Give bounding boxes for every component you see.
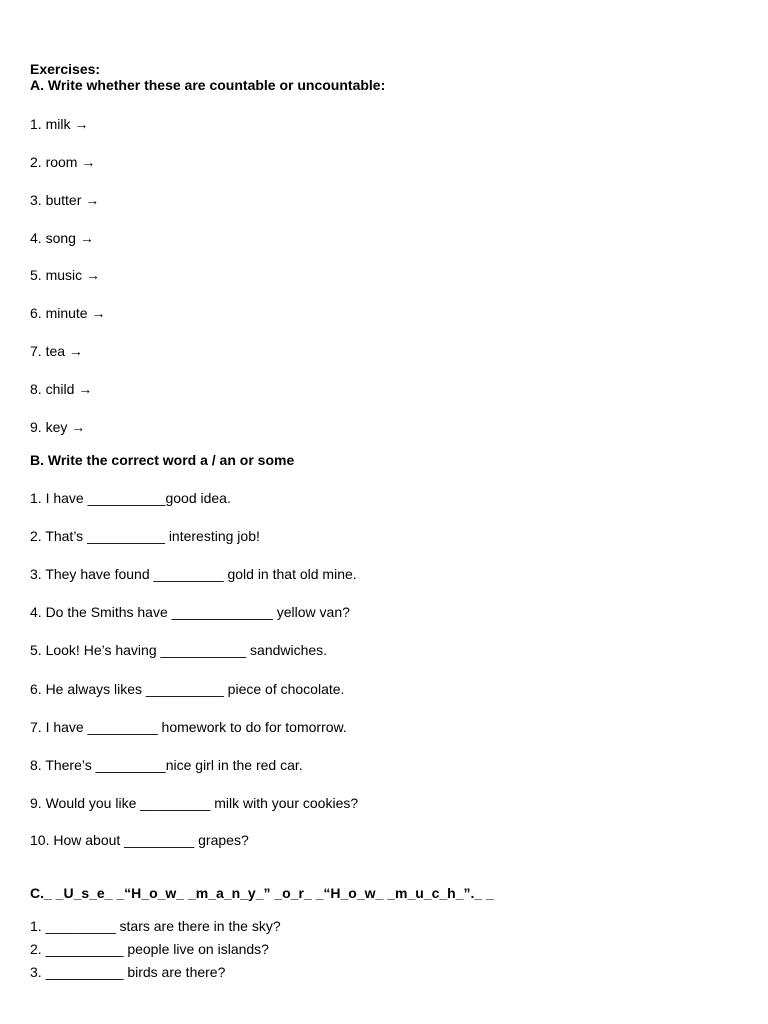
section-b-item: 1. I have __________good idea. <box>30 490 231 506</box>
section-b-item: 7. I have _________ homework to do for tomorrow. <box>30 719 347 735</box>
section-b-item: 3. They have found _________ gold in that old mine. <box>30 566 357 582</box>
exercises-title: Exercises: <box>30 61 101 77</box>
section-c-item: 2. __________ people live on islands? <box>30 941 269 957</box>
section-b-item: 5. Look! He’s having ___________ sandwiches. <box>30 642 328 658</box>
section-b-item: 8. There’s _________nice girl in the red car. <box>30 757 303 773</box>
section-b-item: 9. Would you like _________ milk with your cookies? <box>30 795 359 811</box>
section-a-item: 8. child → <box>30 381 93 397</box>
section-a-heading: A. Write whether these are countable or uncountable: <box>30 77 386 93</box>
section-a-item: 9. key → <box>30 419 86 435</box>
section-c-item: 1. _________ stars are there in the sky? <box>30 918 281 934</box>
section-a-item: 4. song → <box>30 230 94 246</box>
section-c-item: 3. __________ birds are there? <box>30 964 226 980</box>
section-a-item: 6. minute → <box>30 305 106 321</box>
section-b-item: 4. Do the Smiths have _____________ yellow van? <box>30 604 350 620</box>
section-b-item: 2. That’s __________ interesting job! <box>30 528 260 544</box>
section-a-item: 7. tea → <box>30 343 83 359</box>
section-c-heading: C._ _U_s_e_ _“H_o_w_ _m_a_n_y_” _o_r_ _“H_o_w_ _m_u_c_h_”._ _ <box>30 885 494 901</box>
section-b-item: 10. How about _________ grapes? <box>30 832 249 848</box>
section-a-item: 3. butter → <box>30 192 100 208</box>
section-a-item: 5. music → <box>30 267 101 283</box>
section-b-heading: B. Write the correct word a / an or some <box>30 452 295 468</box>
section-a-item: 1. milk → <box>30 116 89 132</box>
section-a-item: 2. room → <box>30 154 96 170</box>
section-b-item: 6. He always likes __________ piece of chocolate. <box>30 681 345 697</box>
